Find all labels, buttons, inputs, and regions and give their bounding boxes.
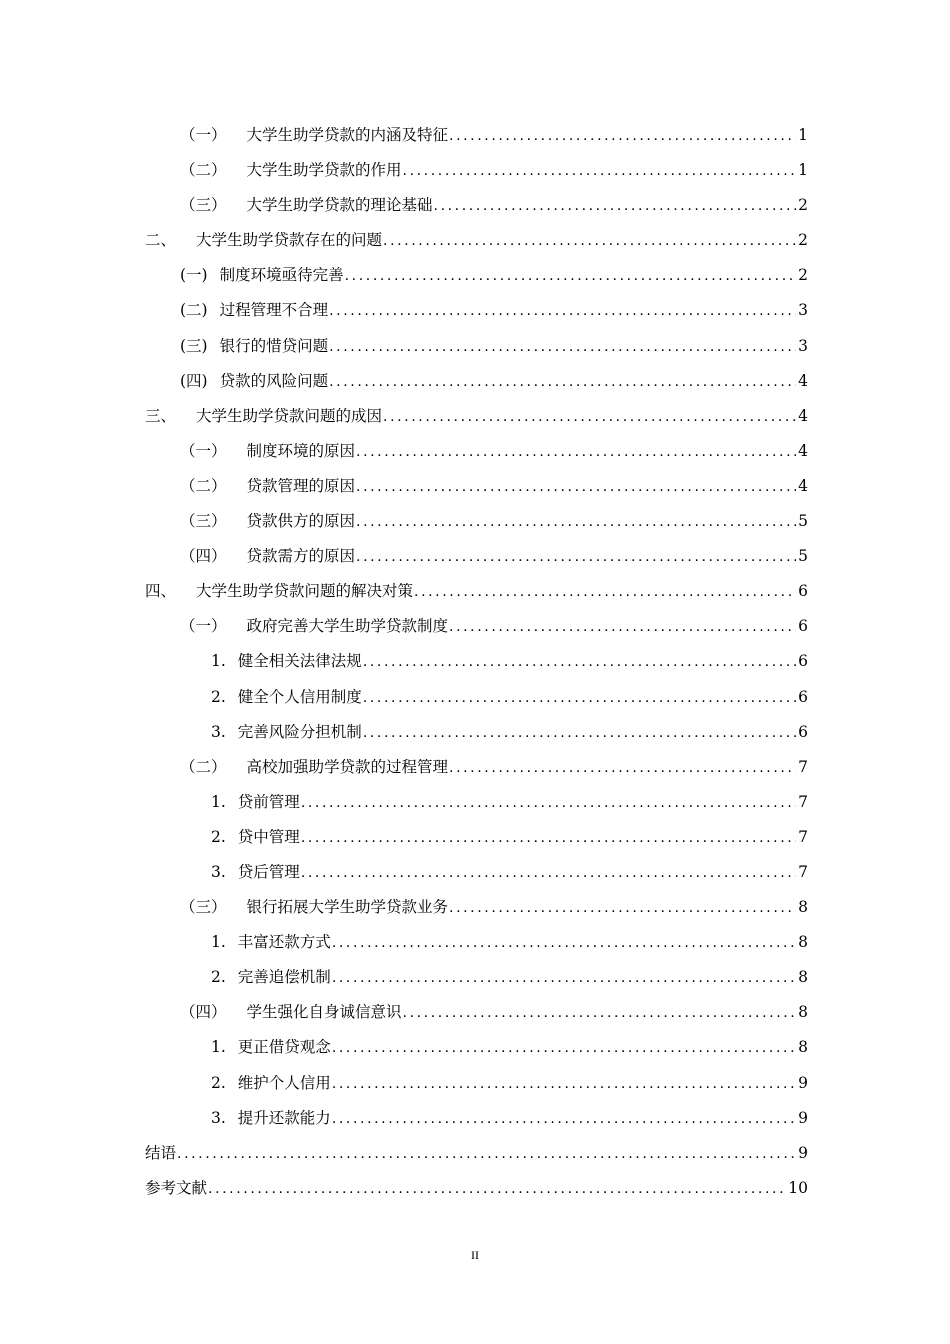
toc-entry-title: 大学生助学贷款存在的问题	[196, 231, 383, 250]
toc-entry-page-number: 6	[798, 582, 808, 601]
toc-dot-leader	[332, 1102, 796, 1137]
toc-entry-text	[180, 118, 448, 153]
toc-entry-text	[180, 609, 448, 644]
toc-entry-text	[211, 925, 331, 960]
toc-dot-leader	[177, 1137, 796, 1172]
toc-entry-page-number: 7	[798, 827, 808, 846]
toc-entry-text	[180, 188, 433, 223]
toc-entry-title: 结语	[145, 1143, 177, 1162]
toc-entry-title: 过程管理不合理	[219, 301, 329, 320]
toc-entry-page-number: 7	[798, 757, 808, 776]
toc-dot-leader	[449, 610, 796, 645]
toc-dot-leader	[449, 891, 796, 926]
toc-entry-page-number: 4	[798, 441, 808, 460]
toc-entry[interactable]	[145, 434, 808, 469]
toc-dot-leader	[301, 821, 796, 856]
toc-entry-text	[145, 223, 382, 258]
toc-entry[interactable]	[145, 750, 808, 785]
toc-entry-text	[180, 364, 328, 399]
toc-entry[interactable]	[145, 680, 808, 715]
toc-entry-page-number: 1	[798, 161, 808, 180]
toc-entry-number: 三、	[145, 406, 177, 425]
toc-entry-text	[211, 644, 362, 679]
toc-entry-number: 1.	[211, 792, 226, 811]
toc-entry-title: 贷款需方的原因	[246, 547, 356, 566]
toc-entry-number: (四)	[180, 371, 208, 390]
toc-dot-leader	[208, 1172, 786, 1207]
toc-entry-page-number: 9	[798, 1073, 808, 1092]
toc-entry-title: 大学生助学贷款的理论基础	[246, 196, 433, 215]
toc-dot-leader	[383, 400, 796, 435]
toc-entry[interactable]	[145, 890, 808, 925]
toc-entry-number: （三）	[180, 512, 227, 531]
toc-entry[interactable]	[145, 188, 808, 223]
toc-dot-leader	[356, 540, 796, 575]
toc-entry-text	[211, 1030, 331, 1065]
toc-entry-page-number: 6	[798, 687, 808, 706]
toc-entry[interactable]	[145, 644, 808, 679]
toc-entry-page-number: 4	[798, 371, 808, 390]
toc-entry-page-number: 5	[798, 547, 808, 566]
toc-entry-page-number: 8	[798, 1038, 808, 1057]
toc-entry-title: 完善追偿机制	[237, 968, 331, 987]
toc-dot-leader	[403, 154, 796, 189]
toc-entry-title: 贷后管理	[237, 862, 300, 881]
toc-entry-text	[180, 153, 402, 188]
toc-entry-number: 3.	[211, 1108, 226, 1127]
toc-entry[interactable]	[145, 153, 808, 188]
toc-entry-page-number: 6	[798, 617, 808, 636]
toc-entry-title: 政府完善大学生助学贷款制度	[246, 617, 449, 636]
toc-entry-page-number: 7	[798, 862, 808, 881]
toc-entry-page-number: 6	[798, 652, 808, 671]
toc-entry-number: 2.	[211, 687, 226, 706]
toc-entry-number: （三）	[180, 196, 227, 215]
toc-dot-leader	[356, 435, 796, 470]
toc-entry-number: （四）	[180, 1003, 227, 1022]
toc-entry-page-number: 2	[798, 231, 808, 250]
toc-entry-page-number: 6	[798, 722, 808, 741]
toc-dot-leader	[434, 189, 796, 224]
page-footer-number: II	[471, 1248, 479, 1262]
toc-entry-page-number: 1	[798, 126, 808, 144]
toc-dot-leader	[332, 961, 796, 996]
toc-entry-number: 2.	[211, 968, 226, 987]
toc-entry-page-number: 7	[798, 792, 808, 811]
toc-entry-number: （二）	[180, 757, 227, 776]
toc-entry[interactable]	[145, 1066, 808, 1101]
toc-entry-number: 二、	[145, 231, 177, 250]
toc-entry-number: 3.	[211, 722, 226, 741]
toc-entry-page-number: 9	[798, 1143, 808, 1162]
toc-entry-page-number: 9	[798, 1108, 808, 1127]
toc-entry[interactable]	[145, 785, 808, 820]
toc-entry-title: 维护个人信用	[237, 1073, 331, 1092]
toc-entry-text	[180, 890, 448, 925]
toc-entry[interactable]	[145, 925, 808, 960]
toc-entry-title: 提升还款能力	[237, 1108, 331, 1127]
toc-entry-number: （二）	[180, 161, 227, 180]
toc-dot-leader	[449, 119, 796, 154]
toc-entry-page-number: 3	[798, 301, 808, 320]
toc-entry-text	[211, 785, 300, 820]
toc-entry[interactable]	[145, 715, 808, 750]
toc-entry-title: 贷款管理的原因	[246, 476, 356, 495]
toc-entry-title: 更正借贷观念	[237, 1038, 331, 1057]
toc-entry-text	[180, 329, 328, 364]
toc-entry-text	[211, 715, 362, 750]
toc-entry[interactable]	[145, 539, 808, 574]
toc-entry-title: 大学生助学贷款问题的成因	[196, 406, 383, 425]
toc-dot-leader	[403, 996, 796, 1031]
toc-dot-leader	[329, 365, 796, 400]
toc-entry[interactable]	[145, 855, 808, 890]
toc-entry[interactable]	[145, 504, 808, 539]
toc-entry-page-number: 8	[798, 933, 808, 952]
toc-entry-number: （二）	[180, 476, 227, 495]
toc-entry-number: （一）	[180, 441, 227, 460]
toc-entry-page-number: 4	[798, 476, 808, 495]
toc-entry[interactable]	[145, 1136, 808, 1171]
toc-entry-title: 制度环境的原因	[246, 441, 356, 460]
toc-entry-number: 1.	[211, 652, 226, 671]
toc-entry[interactable]	[145, 995, 808, 1030]
toc-entry-text	[145, 574, 413, 609]
toc-entry-number: 四、	[145, 582, 177, 601]
toc-entry[interactable]	[145, 1030, 808, 1065]
toc-entry-title: 大学生助学贷款问题的解决对策	[196, 582, 414, 601]
toc-entry-title: 贷中管理	[237, 827, 300, 846]
toc-entry-text	[145, 399, 382, 434]
toc-dot-leader	[449, 751, 796, 786]
toc-dot-leader	[332, 926, 796, 961]
toc-entry[interactable]	[145, 329, 808, 364]
toc-entry-text	[180, 469, 355, 504]
toc-entry-title: 学生强化自身诚信意识	[246, 1003, 402, 1022]
toc-entry-page-number: 8	[798, 1003, 808, 1022]
toc-entry-title: 制度环境亟待完善	[219, 266, 344, 285]
toc-entry-number: （一）	[180, 126, 227, 144]
toc-dot-leader	[356, 470, 796, 505]
toc-entry-title: 银行的惜贷问题	[219, 336, 329, 355]
toc-entry-title: 大学生助学贷款的作用	[246, 161, 402, 180]
toc-entry-title: 贷款供方的原因	[246, 512, 356, 531]
toc-entry-page-number: 8	[798, 898, 808, 917]
toc-entry-title: 高校加强助学贷款的过程管理	[246, 757, 449, 776]
toc-entry-text	[180, 258, 344, 293]
toc-entry[interactable]	[145, 820, 808, 855]
toc-entry-text	[180, 539, 355, 574]
toc-entry-number: 2.	[211, 827, 226, 846]
toc-entry-number: (一)	[180, 266, 208, 285]
toc-entry-title: 完善风险分担机制	[237, 722, 362, 741]
toc-dot-leader	[329, 330, 796, 365]
toc-entry-text	[180, 434, 355, 469]
toc-entry-text	[145, 1136, 176, 1171]
toc-entry-page-number: 8	[798, 968, 808, 987]
toc-entry-text	[211, 1101, 331, 1136]
toc-dot-leader	[363, 645, 796, 680]
toc-entry-page-number: 5	[798, 512, 808, 531]
toc-entry-title: 参考文献	[145, 1178, 208, 1197]
toc-entry-title: 银行拓展大学生助学贷款业务	[246, 898, 449, 917]
toc-entry-title: 丰富还款方式	[237, 933, 331, 952]
toc-entry-title: 健全个人信用制度	[237, 687, 362, 706]
toc-entry-title: 贷款的风险问题	[219, 371, 329, 390]
toc-dot-leader	[345, 259, 796, 294]
toc-entry-text	[180, 995, 402, 1030]
toc-entry[interactable]	[145, 574, 808, 609]
toc-entry-text	[180, 504, 355, 539]
toc-entry-text	[211, 855, 300, 890]
toc-entry-text	[180, 750, 448, 785]
toc-entry[interactable]	[145, 1101, 808, 1136]
toc-entry[interactable]	[145, 960, 808, 995]
table-of-contents	[145, 118, 808, 1206]
toc-entry[interactable]	[145, 258, 808, 293]
toc-entry[interactable]	[145, 364, 808, 399]
toc-entry-number: 2.	[211, 1073, 226, 1092]
toc-entry-page-number: 2	[798, 196, 808, 215]
toc-entry[interactable]	[145, 223, 808, 258]
toc-entry-page-number: 2	[798, 266, 808, 285]
toc-dot-leader	[383, 224, 796, 259]
toc-entry-text	[211, 960, 331, 995]
toc-entry-number: 1.	[211, 933, 226, 952]
toc-entry-text	[211, 680, 362, 715]
toc-entry[interactable]	[145, 293, 808, 328]
toc-entry-title: 大学生助学贷款的内涵及特征	[246, 126, 449, 144]
toc-entry-page-number: 3	[798, 336, 808, 355]
toc-entry-number: (三)	[180, 336, 208, 355]
toc-entry-number: (二)	[180, 301, 208, 320]
toc-entry[interactable]	[145, 609, 808, 644]
toc-entry-text	[180, 293, 328, 328]
toc-dot-leader	[332, 1067, 796, 1102]
toc-entry-page-number: 4	[798, 406, 808, 425]
toc-entry[interactable]	[145, 469, 808, 504]
toc-dot-leader	[332, 1031, 796, 1066]
toc-entry-page-number: 10	[788, 1178, 808, 1197]
toc-entry-text	[211, 1066, 331, 1101]
toc-entry[interactable]	[145, 399, 808, 434]
toc-entry-number: 3.	[211, 862, 226, 881]
toc-entry-number: （三）	[180, 898, 227, 917]
toc-dot-leader	[363, 716, 796, 751]
toc-dot-leader	[301, 786, 796, 821]
toc-dot-leader	[329, 294, 796, 329]
toc-entry-number: （四）	[180, 547, 227, 566]
toc-dot-leader	[301, 856, 796, 891]
toc-entry-number: 1.	[211, 1038, 226, 1057]
toc-entry-text	[145, 1171, 207, 1206]
toc-entry-text	[211, 820, 300, 855]
toc-dot-leader	[363, 681, 796, 716]
toc-entry-title: 健全相关法律法规	[237, 652, 362, 671]
toc-entry[interactable]	[145, 118, 808, 153]
toc-entry[interactable]	[145, 1171, 808, 1206]
toc-entry-title: 贷前管理	[237, 792, 300, 811]
toc-entry-number: （一）	[180, 617, 227, 636]
toc-dot-leader	[356, 505, 796, 540]
toc-dot-leader	[414, 575, 796, 610]
